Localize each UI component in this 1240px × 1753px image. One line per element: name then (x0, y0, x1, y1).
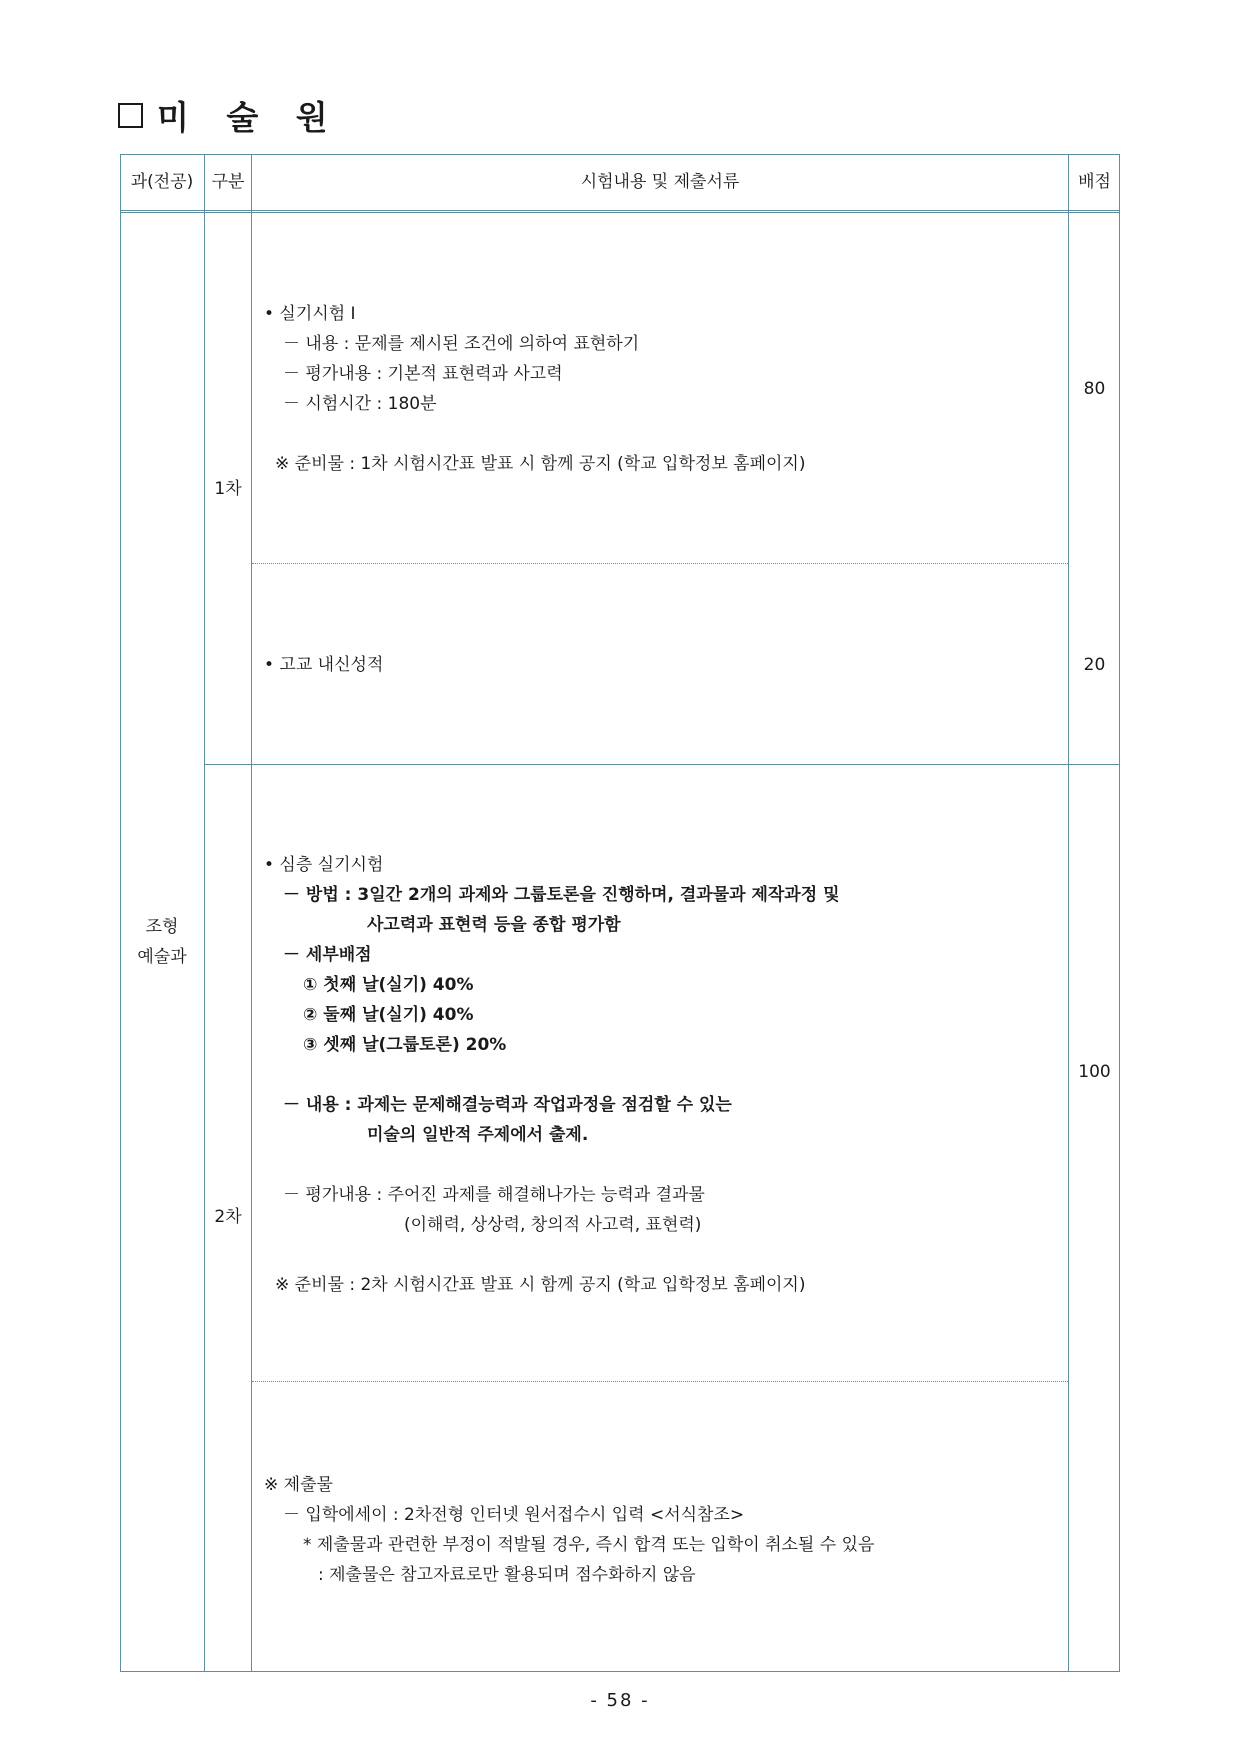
header-content: 시험내용 및 제출서류 (580, 172, 740, 192)
stage2-note-line2: : 제출물은 참고자료로만 활용되며 점수화하지 않음 (318, 1565, 696, 1585)
stage2-submission-heading: ※ 제출물 (264, 1475, 333, 1495)
page-number: - 58 - (590, 1690, 650, 1711)
stage2-essay-line: － 입학에세이 : 2차전형 인터넷 원서접수시 입력 <서식참조> (283, 1505, 745, 1525)
stage1-prep-line: ※ 준비물 : 1차 시험시간표 발표 시 함께 공지 (학교 입학정보 홈페이지) (275, 454, 806, 474)
stage2-detail-item: ② 둘째 날(실기) 40% (303, 1005, 474, 1025)
dept-cell (120, 912, 204, 972)
stage2-method-line2: 사고력과 표현력 등을 종합 평가함 (367, 915, 621, 935)
stage-divider (205, 764, 1120, 765)
section-divider (252, 1381, 1068, 1382)
stage1-label: 1차 (214, 479, 242, 499)
page-title-text: 미 술 원 (157, 98, 341, 137)
stage2-detail-item: ③ 셋째 날(그룹토론) 20% (303, 1035, 507, 1055)
stage1-content-line: － 내용 : 문제를 제시된 조건에 의하여 표현하기 (283, 334, 640, 354)
stage2-label: 2차 (214, 1207, 242, 1227)
stage2-detail-heading: － 세부배점 (283, 945, 372, 965)
stage2-eval-line2: (이해력, 상상력, 창의적 사고력, 표현력) (404, 1215, 702, 1235)
stage2-prep-line: ※ 준비물 : 2차 시험시간표 발표 시 함께 공지 (학교 입학정보 홈페이지) (275, 1275, 806, 1295)
section-divider (252, 563, 1068, 564)
header-stage: 구분 (211, 172, 245, 192)
column-divider (251, 154, 252, 1672)
header-score: 배점 (1078, 172, 1111, 192)
stage2-method-line1: － 방법 : 3일간 2개의 과제와 그룹토론을 진행하며, 결과물과 제작과정 및 (283, 885, 840, 905)
page-title (118, 92, 341, 139)
stage1-grades-heading: • 고교 내신성적 (264, 655, 384, 675)
dept-name-line1: 조형 (145, 917, 179, 937)
stage1-practical-heading: • 실기시험 I (264, 304, 356, 324)
stage2-practical-heading: • 심층 실기시험 (264, 855, 384, 875)
stage1-eval-line: － 평가내용 : 기본적 표현력과 사고력 (283, 364, 563, 384)
stage2-content-line1: － 내용 : 과제는 문제해결능력과 작업과정을 점검할 수 있는 (283, 1095, 732, 1115)
stage1-time-line: － 시험시간 : 180분 (283, 394, 437, 414)
stage2-content-line2: 미술의 일반적 주제에서 출제. (367, 1125, 589, 1145)
stage2-detail-item: ① 첫째 날(실기) 40% (303, 975, 474, 995)
header-divider (120, 210, 1120, 213)
checkbox-square-icon (118, 103, 143, 128)
header-dept: 과(전공) (130, 172, 194, 192)
stage1-practical-score: 80 (1083, 379, 1106, 399)
column-divider (204, 154, 205, 1672)
stage1-grades-score: 20 (1083, 655, 1106, 675)
dept-name-line2: 예술과 (137, 947, 187, 967)
stage2-eval-line1: － 평가내용 : 주어진 과제를 해결해나가는 능력과 결과물 (283, 1185, 705, 1205)
stage2-practical-score: 100 (1078, 1062, 1111, 1082)
stage2-note-line1: * 제출물과 관련한 부정이 적발될 경우, 즉시 합격 또는 입학이 취소될 수 있음 (303, 1535, 875, 1555)
